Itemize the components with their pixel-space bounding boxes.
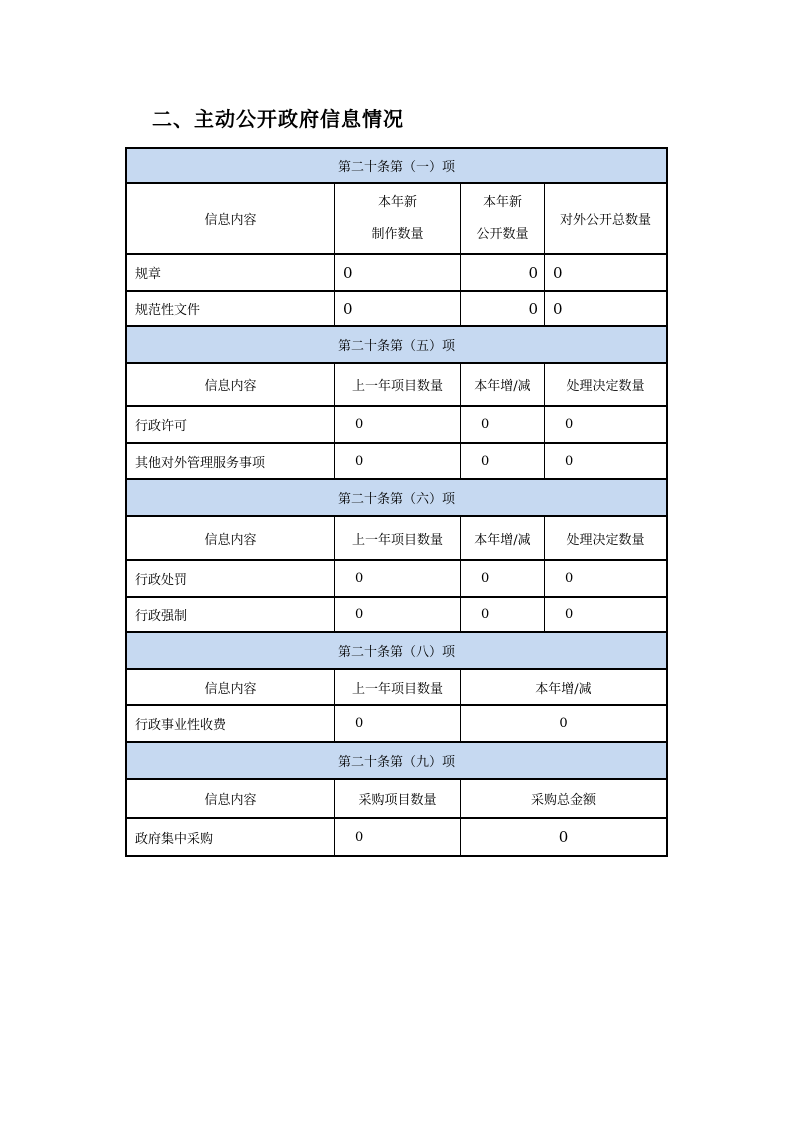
- page-heading: 二、主动公开政府信息情况: [152, 107, 404, 131]
- section-title-8: [125, 633, 668, 670]
- row-label: 政府集中采购: [135, 831, 214, 847]
- section-title-text: 第二十条第（五）项: [337, 339, 455, 354]
- header-info-content: 信息内容: [204, 793, 257, 808]
- table-row: [125, 407, 668, 444]
- row-value: 0: [544, 598, 666, 631]
- row-label: 规章: [135, 267, 162, 282]
- section-header-row: [125, 670, 668, 706]
- header-line: 本年新: [377, 194, 417, 210]
- row-value: 0: [334, 407, 460, 442]
- section-title-text: 第二十条第（一）项: [337, 160, 455, 175]
- row-value: 0: [460, 598, 544, 631]
- table-row: [125, 819, 668, 857]
- section-header-row: [125, 364, 668, 407]
- section-title-1: [125, 147, 668, 184]
- header-decision-count: 处理决定数量: [544, 364, 666, 405]
- header-info-content: 信息内容: [204, 532, 257, 548]
- row-value: 0: [334, 706, 460, 741]
- row-value: 0: [334, 819, 460, 855]
- header-decision-count: 处理决定数量: [544, 517, 666, 559]
- section-header-row: [125, 780, 668, 819]
- row-value: 0: [544, 444, 666, 478]
- row-label: 其他对外管理服务事项: [135, 455, 266, 471]
- row-label: 行政处罚: [135, 573, 188, 588]
- row-value: 0: [460, 561, 544, 596]
- row-value: 0: [460, 819, 666, 855]
- section-title-text: 第二十条第（九）项: [337, 755, 455, 770]
- section-title-text: 第二十条第（六）项: [337, 492, 455, 507]
- header-change: 本年增/减: [460, 517, 544, 559]
- row-value: 0: [544, 292, 666, 325]
- header-change: 本年增/减: [460, 364, 544, 405]
- section-header-row: [125, 184, 668, 255]
- header-info-content: 信息内容: [204, 213, 257, 228]
- table-row: [125, 561, 668, 598]
- header-new-published-count: [460, 184, 544, 253]
- row-value: 0: [334, 292, 460, 325]
- section-title-9: [125, 743, 668, 780]
- row-value: 0: [544, 407, 666, 442]
- row-value: 0: [460, 706, 666, 741]
- section-title-5: [125, 327, 668, 364]
- section-title-text: 第二十条第（八）项: [337, 645, 455, 660]
- header-line: 本年新: [482, 194, 522, 210]
- header-info-content: 信息内容: [204, 379, 257, 394]
- table-row: [125, 292, 668, 327]
- header-prev-year-count: 上一年项目数量: [334, 517, 460, 559]
- table-row: [125, 255, 668, 292]
- row-value: 0: [460, 407, 544, 442]
- row-value: 0: [544, 255, 666, 290]
- table-row: [125, 598, 668, 633]
- row-label: 行政强制: [135, 609, 188, 624]
- header-total-published: 对外公开总数量: [544, 184, 666, 253]
- row-value: 0: [460, 444, 544, 478]
- row-label: 行政许可: [135, 419, 188, 434]
- header-line: 公开数量: [476, 226, 529, 242]
- row-value: 0: [544, 561, 666, 596]
- row-label: 行政事业性收费: [135, 718, 227, 733]
- header-purchase-amount: 采购总金额: [460, 780, 666, 817]
- header-purchase-count: 采购项目数量: [334, 780, 460, 817]
- row-label: 规范性文件: [135, 303, 201, 318]
- header-prev-year-count: 上一年项目数量: [334, 670, 460, 704]
- section-title-6: [125, 480, 668, 517]
- header-info-content: 信息内容: [204, 681, 257, 697]
- disclosure-table: [125, 147, 668, 857]
- header-change: 本年增/减: [460, 670, 666, 704]
- row-value: 0: [460, 292, 544, 325]
- section-header-row: [125, 517, 668, 561]
- row-value: 0: [334, 444, 460, 478]
- header-new-made-count: [334, 184, 460, 253]
- header-prev-year-count: 上一年项目数量: [334, 364, 460, 405]
- table-row: [125, 706, 668, 743]
- row-value: 0: [334, 561, 460, 596]
- row-value: 0: [460, 255, 544, 290]
- row-value: 0: [334, 598, 460, 631]
- row-value: 0: [334, 255, 460, 290]
- table-row: [125, 444, 668, 480]
- header-line: 制作数量: [371, 226, 424, 242]
